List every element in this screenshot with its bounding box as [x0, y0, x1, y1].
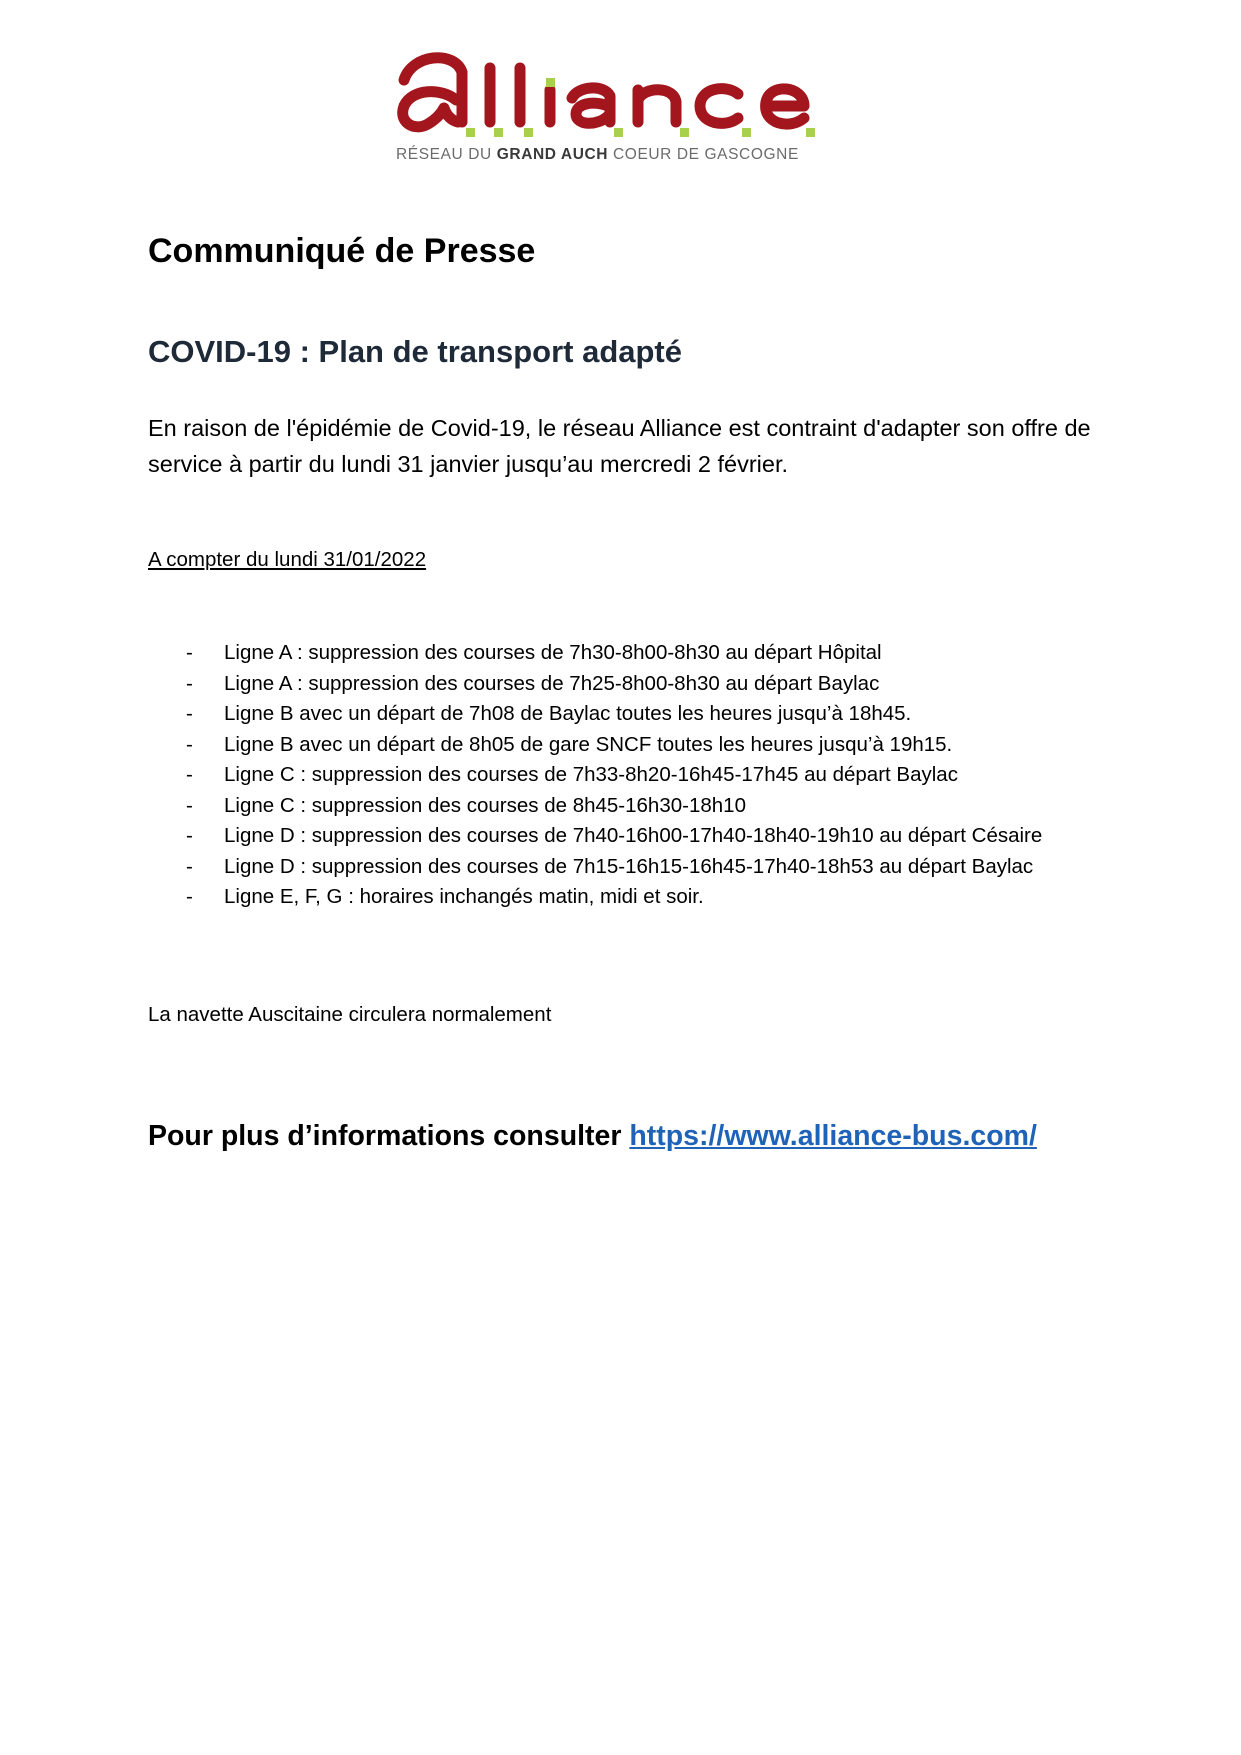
alliance-wordmark-icon	[392, 42, 822, 142]
list-item: - Ligne A : suppression des courses de 7h30-8h00-8h30 au départ Hôpital	[148, 638, 1088, 669]
list-item: - Ligne D : suppression des courses de 7h40-16h00-17h40-18h40-19h10 au départ Césaire	[148, 821, 1088, 852]
shuttle-note: La navette Auscitaine circulera normalement	[148, 1003, 552, 1026]
bullet-dash-icon: -	[186, 793, 193, 817]
page-title: Communiqué de Presse	[148, 232, 536, 270]
list-item: - Ligne C : suppression des courses de 8h45-16h30-18h10	[148, 791, 1088, 822]
logo-tagline: RÉSEAU DU GRAND AUCH COEUR DE GASCOGNE	[396, 146, 799, 163]
bullet-dash-icon: -	[186, 702, 193, 725]
bullet-dash-icon: -	[186, 732, 193, 756]
list-item: - Ligne E, F, G : horaires inchangés matin, midi et soir.	[148, 882, 1088, 913]
list-item: - Ligne D : suppression des courses de 7h15-16h15-16h45-17h40-18h53 au départ Baylac	[148, 852, 1088, 883]
list-item: - Ligne B avec un départ de 8h05 de gare SNCF toutes les heures jusqu’à 19h15.	[148, 730, 1088, 761]
effective-date-label: A compter du lundi 31/01/2022	[148, 548, 427, 571]
list-item: - Ligne A : suppression des courses de 7h25-8h00-8h30 au départ Baylac	[148, 669, 1088, 700]
intro-paragraph: En raison de l'épidémie de Covid-19, le réseau Alliance est contraint d'adapter son offre de service à partir du lundi 31 janvier jusqu’au mercredi 2 février.	[148, 415, 1091, 477]
more-info-line	[148, 1120, 1037, 1153]
more-info-text: Pour plus d’informations consulter	[148, 1120, 630, 1152]
list-item: - Ligne B avec un départ de 7h08 de Baylac toutes les heures jusqu’à 18h45.	[148, 699, 1088, 730]
bullet-dash-icon: -	[186, 641, 193, 664]
bullet-dash-icon: -	[186, 763, 193, 786]
website-link[interactable]: https://www.alliance-bus.com/	[629, 1120, 1037, 1152]
bullet-dash-icon: -	[186, 824, 193, 847]
bullet-dash-icon: -	[186, 671, 193, 695]
alliance-logo	[392, 42, 822, 172]
bullet-dash-icon: -	[186, 854, 193, 878]
line-changes-list	[148, 638, 1088, 913]
bullet-dash-icon: -	[186, 885, 193, 908]
list-item: - Ligne C : suppression des courses de 7h33-8h20-16h45-17h45 au départ Baylac	[148, 760, 1088, 791]
page-subtitle: COVID-19 : Plan de transport adapté	[148, 334, 682, 369]
